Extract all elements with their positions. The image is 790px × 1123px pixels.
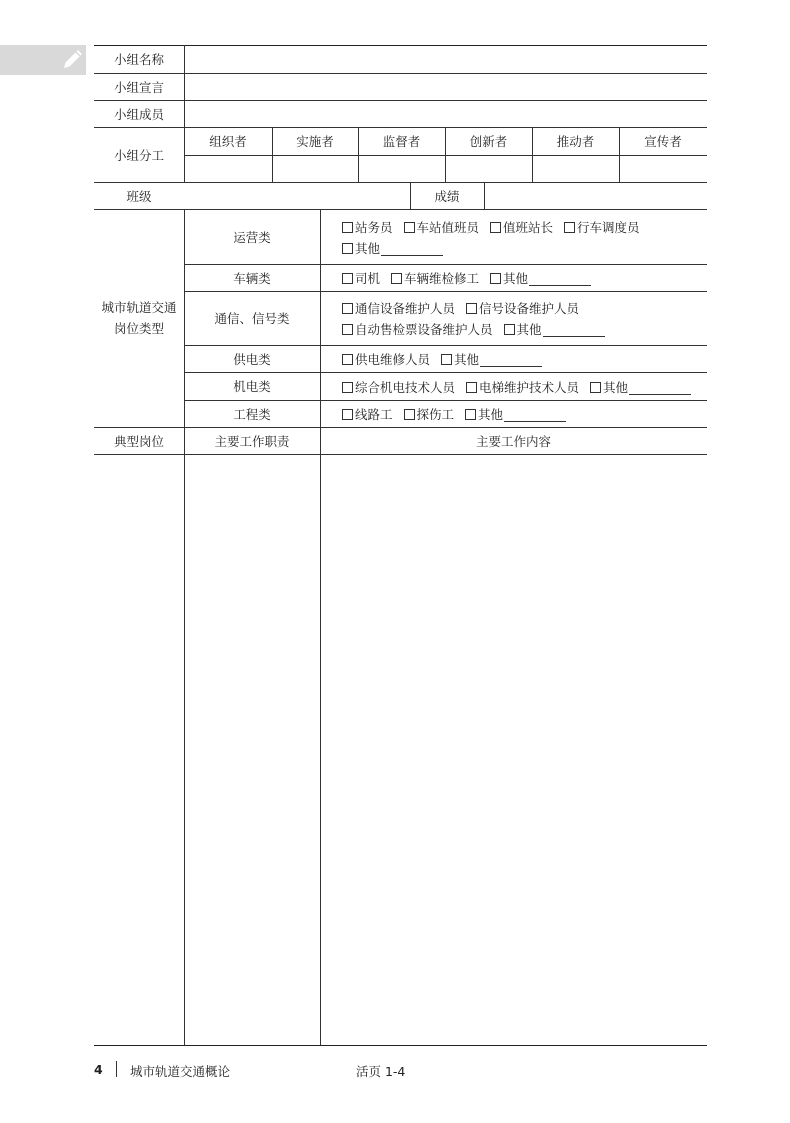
option-item[interactable] — [342, 377, 455, 398]
checkbox[interactable] — [342, 354, 353, 365]
group-activity-form — [94, 45, 707, 1046]
option-item[interactable] — [466, 377, 579, 398]
post-type-label-line2: 岗位类型 — [113, 321, 164, 336]
option-item[interactable] — [342, 238, 443, 259]
category-options — [342, 217, 651, 259]
option-label: 站务员 — [355, 220, 393, 235]
post-type-label-line1: 城市轨道交通 — [101, 300, 177, 315]
other-blank-field[interactable] — [480, 353, 542, 367]
checkbox[interactable] — [490, 222, 501, 233]
role-header: 监督者 — [382, 134, 421, 149]
post-type-label — [94, 209, 184, 427]
option-line — [342, 238, 651, 259]
category-name: 机电类 — [233, 379, 271, 394]
checkbox[interactable] — [466, 303, 477, 314]
main-content-label: 主要工作内容 — [475, 433, 551, 449]
checkbox[interactable] — [490, 273, 501, 284]
option-label: 车站值班员 — [416, 220, 480, 235]
role-field[interactable] — [619, 155, 707, 182]
checkbox[interactable] — [342, 303, 353, 314]
footer-divider — [116, 1061, 117, 1077]
option-item[interactable] — [342, 319, 493, 340]
option-line — [342, 349, 553, 370]
checkbox[interactable] — [342, 243, 353, 254]
option-line — [342, 404, 577, 425]
checkbox[interactable] — [564, 222, 575, 233]
pencil-icon — [60, 48, 84, 72]
category-options — [342, 404, 577, 425]
option-label: 供电维修人员 — [355, 352, 431, 367]
option-item[interactable] — [404, 217, 480, 238]
role-field[interactable] — [358, 155, 445, 182]
score-label: 成绩 — [434, 188, 460, 204]
option-line — [342, 377, 702, 398]
option-item[interactable] — [466, 298, 579, 319]
option-item[interactable] — [342, 349, 430, 370]
role-header: 宣传者 — [644, 134, 682, 149]
other-blank-field[interactable] — [629, 381, 691, 395]
option-label: 其他 — [516, 322, 542, 337]
option-item[interactable] — [391, 268, 479, 289]
other-blank-field[interactable] — [381, 242, 443, 256]
category-name: 工程类 — [233, 406, 271, 422]
checkbox[interactable] — [504, 324, 515, 335]
group-members-label: 小组成员 — [113, 106, 164, 122]
group-name-label: 小组名称 — [113, 52, 164, 67]
option-label: 电梯维护技术人员 — [479, 380, 580, 395]
category-options — [342, 298, 616, 340]
checkbox[interactable] — [465, 409, 476, 420]
group-slogan-field[interactable] — [184, 73, 707, 100]
option-item[interactable] — [465, 404, 566, 425]
leaf-page-label: 活页 1-4 — [356, 1064, 406, 1079]
checkbox[interactable] — [342, 382, 353, 393]
category-name: 运营类 — [233, 229, 271, 245]
option-label: 车辆维检修工 — [404, 271, 480, 286]
checkbox[interactable] — [391, 273, 402, 284]
option-label: 值班站长 — [503, 220, 554, 235]
option-line — [342, 268, 602, 289]
option-item[interactable] — [404, 404, 455, 425]
option-item[interactable] — [504, 319, 605, 340]
option-line — [342, 298, 616, 319]
division-label: 小组分工 — [113, 147, 164, 163]
option-label: 其他 — [478, 407, 504, 422]
option-label: 探伤工 — [416, 407, 455, 422]
checkbox[interactable] — [466, 382, 477, 393]
role-header: 组织者 — [209, 134, 247, 149]
category-options — [342, 349, 553, 370]
role-header: 创新者 — [469, 134, 508, 149]
duty-answer-area[interactable] — [184, 454, 320, 1045]
option-label: 司机 — [355, 271, 381, 286]
checkbox[interactable] — [342, 273, 353, 284]
category-options — [342, 377, 702, 398]
role-field[interactable] — [272, 155, 358, 182]
category-options — [342, 268, 602, 289]
group-members-field[interactable] — [184, 100, 707, 127]
option-item[interactable] — [342, 268, 380, 289]
checkbox[interactable] — [441, 354, 452, 365]
score-field[interactable] — [484, 182, 707, 209]
option-item[interactable] — [342, 217, 393, 238]
other-blank-field[interactable] — [543, 323, 605, 337]
page-number: 4 — [94, 1062, 103, 1077]
option-label: 通信设备维护人员 — [355, 301, 456, 316]
option-line — [342, 319, 616, 340]
edit-tab — [0, 45, 86, 75]
option-line — [342, 217, 651, 238]
checkbox[interactable] — [342, 409, 353, 420]
option-label: 信号设备维护人员 — [479, 301, 580, 316]
option-label: 自动售检票设备维护人员 — [355, 322, 493, 337]
typical-post-label: 典型岗位 — [113, 433, 164, 449]
content-answer-area[interactable] — [320, 454, 707, 1045]
option-item[interactable] — [490, 268, 591, 289]
checkbox[interactable] — [342, 222, 353, 233]
option-item[interactable] — [490, 217, 553, 238]
option-label: 其他 — [503, 271, 529, 286]
option-label: 线路工 — [355, 407, 393, 422]
option-item[interactable] — [590, 377, 691, 398]
other-blank-field[interactable] — [529, 272, 591, 286]
role-header: 推动者 — [556, 134, 595, 149]
checkbox[interactable] — [404, 222, 415, 233]
option-item[interactable] — [342, 404, 393, 425]
option-label: 行车调度员 — [577, 220, 640, 235]
main-duty-label: 主要工作职责 — [214, 433, 290, 449]
checkbox[interactable] — [404, 409, 415, 420]
group-slogan-label: 小组宣言 — [113, 79, 164, 95]
option-label: 其他 — [454, 352, 480, 367]
option-item[interactable] — [441, 349, 542, 370]
role-field[interactable] — [532, 155, 619, 182]
category-name: 供电类 — [233, 351, 271, 367]
option-label: 其他 — [355, 241, 381, 256]
option-label: 综合机电技术人员 — [355, 380, 456, 395]
class-field[interactable] — [184, 182, 410, 209]
group-name-field[interactable] — [184, 45, 707, 73]
book-title: 城市轨道交通概论 — [130, 1064, 231, 1079]
category-name: 通信、信号类 — [214, 311, 290, 326]
option-item[interactable] — [564, 217, 640, 238]
checkbox[interactable] — [590, 382, 601, 393]
category-name: 车辆类 — [233, 270, 271, 286]
option-item[interactable] — [342, 298, 455, 319]
other-blank-field[interactable] — [504, 408, 566, 422]
checkbox[interactable] — [342, 324, 353, 335]
class-label: 班级 — [126, 188, 152, 204]
role-field[interactable] — [184, 155, 272, 182]
role-header: 实施者 — [296, 134, 334, 149]
option-label: 其他 — [603, 380, 629, 395]
role-field[interactable] — [445, 155, 532, 182]
